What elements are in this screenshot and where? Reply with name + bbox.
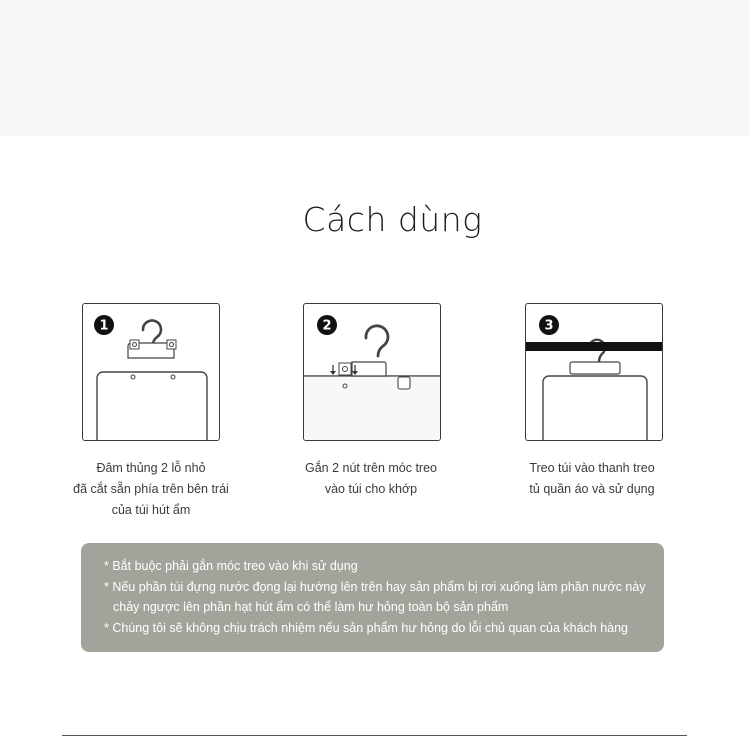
step-1-number: 1 [99, 318, 109, 334]
caption-line: đã cắt sẵn phía trên bên trái [73, 482, 229, 496]
caption-line: Treo túi vào thanh treo [529, 461, 655, 475]
step-3-number: 3 [544, 318, 554, 334]
page-title: Cách dùng [302, 200, 483, 239]
caption-line: của túi hút ẩm [111, 503, 191, 517]
hanger-icon [304, 304, 441, 441]
note-line: * Bắt buộc phải gắn móc treo vào khi sử dụng [104, 559, 358, 573]
note-line: chảy ngược lên phần hạt hút ẩm có thể làm hư hỏng toàn bộ sản phẩm [113, 600, 509, 614]
step-1-illustration [82, 303, 220, 441]
step-1-caption [41, 458, 261, 521]
bottom-divider [62, 735, 687, 736]
step-2-illustration [303, 303, 441, 441]
top-band [0, 0, 750, 136]
caption-line: vào túi cho khớp [324, 482, 418, 496]
caption-line: Đâm thủng 2 lỗ nhỏ [96, 461, 206, 475]
step-3-caption [482, 458, 702, 500]
step-2-caption [261, 458, 481, 500]
note-line: * Chúng tôi sẽ không chịu trách nhiệm nếu sản phẩm hư hỏng do lỗi chủ quan của khách hàng [104, 620, 629, 635]
caption-line: Gắn 2 nút trên móc treo [304, 461, 437, 475]
hanger-icon [83, 304, 220, 441]
caption-line: tủ quần áo và sử dụng [529, 482, 655, 496]
step-3-illustration [525, 303, 663, 441]
step-2-number: 2 [322, 318, 332, 334]
notes-panel [81, 543, 664, 652]
note-line: * Nếu phần túi đựng nước đọng lại hướng lên trên hay sản phẩm bị rơi xuống làm phần nước này [104, 579, 646, 594]
hanging-bar-icon [526, 304, 663, 441]
